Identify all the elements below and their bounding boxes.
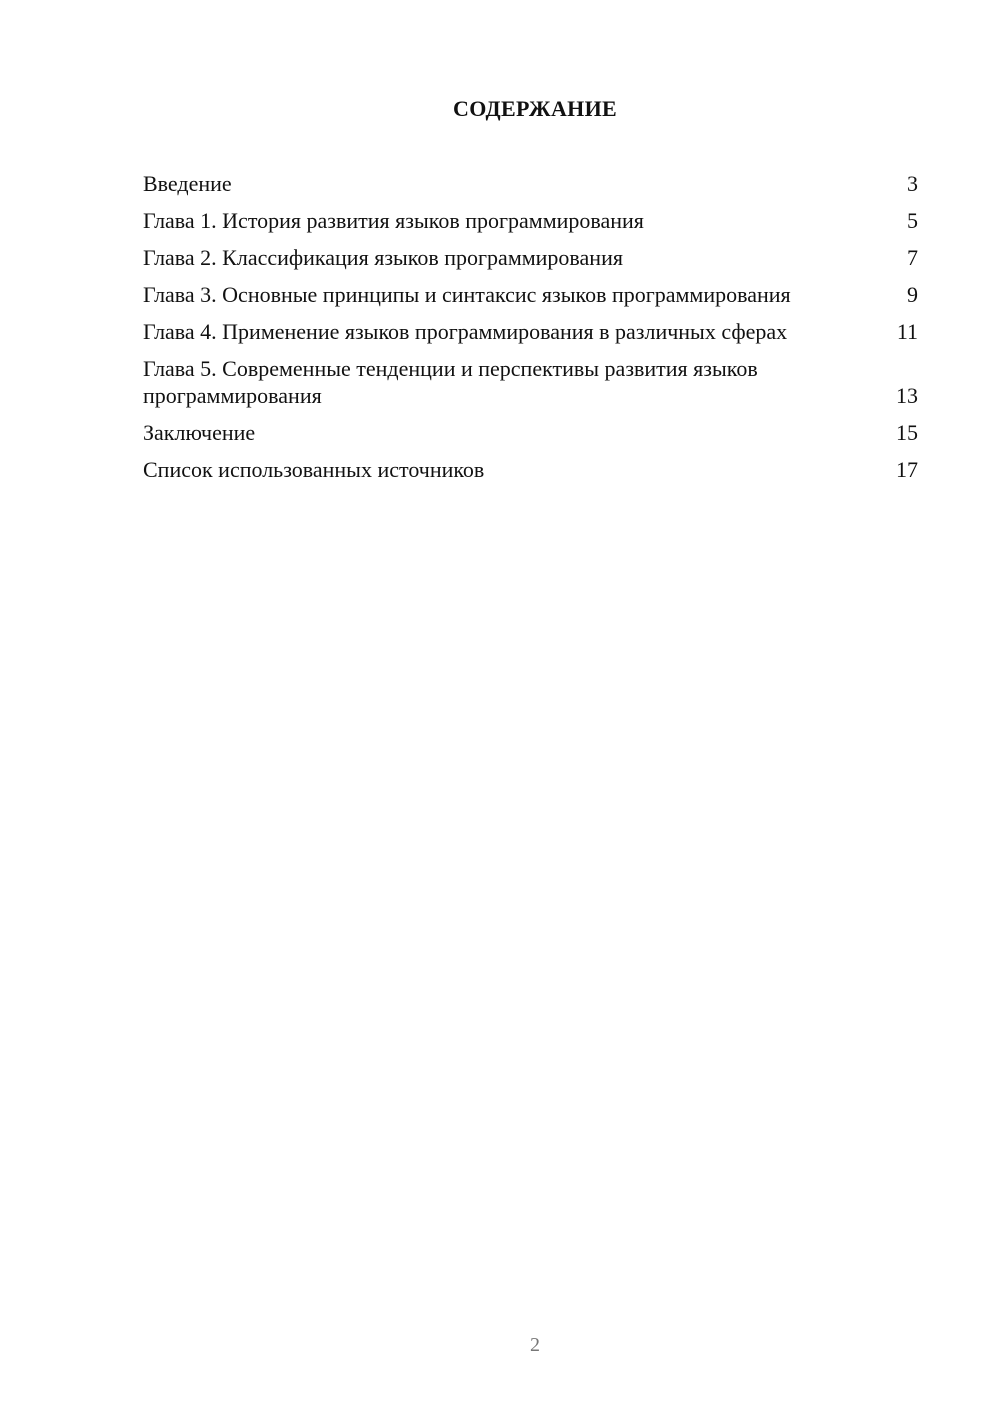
toc-heading: СОДЕРЖАНИЕ [453, 96, 617, 121]
toc-entry-page: 9 [907, 282, 918, 307]
toc-entry-references [143, 456, 918, 483]
toc-entry-page: 17 [896, 457, 918, 482]
toc-entry-chapter-3 [143, 281, 918, 308]
toc-entry-title: Введение [143, 171, 232, 196]
toc-entry-chapter-2 [143, 244, 918, 271]
toc-entry-chapter-5 [143, 355, 918, 409]
toc-entry-title: Глава 5. Современные тенденции и перспективы развития языков программирования [143, 356, 758, 408]
toc-entry-page: 11 [896, 319, 918, 344]
toc-entry-chapter-4 [143, 318, 918, 345]
toc-entry-page: 13 [896, 383, 918, 408]
toc-entry-page: 7 [907, 245, 918, 270]
toc-entry-title: Глава 3. Основные принципы и синтаксис языков программирования [143, 282, 791, 307]
toc-entry-page: 15 [896, 420, 918, 445]
toc-entry-chapter-1 [143, 207, 918, 234]
page-number: 2 [530, 1334, 540, 1356]
toc-entry-conclusion [143, 419, 918, 446]
toc-entry-introduction [143, 170, 918, 197]
toc-entry-title: Глава 1. История развития языков программирования [143, 208, 644, 233]
toc-entry-title: Заключение [143, 420, 256, 445]
toc-entry-title: Список использованных источников [143, 457, 485, 482]
toc-entry-page: 5 [907, 208, 918, 233]
toc-entry-page: 3 [907, 171, 918, 196]
toc-entry-title: Глава 2. Классификация языков программирования [143, 245, 623, 270]
toc-entry-title: Глава 4. Применение языков программирования в различных сферах [143, 319, 788, 344]
table-of-contents [143, 170, 918, 493]
